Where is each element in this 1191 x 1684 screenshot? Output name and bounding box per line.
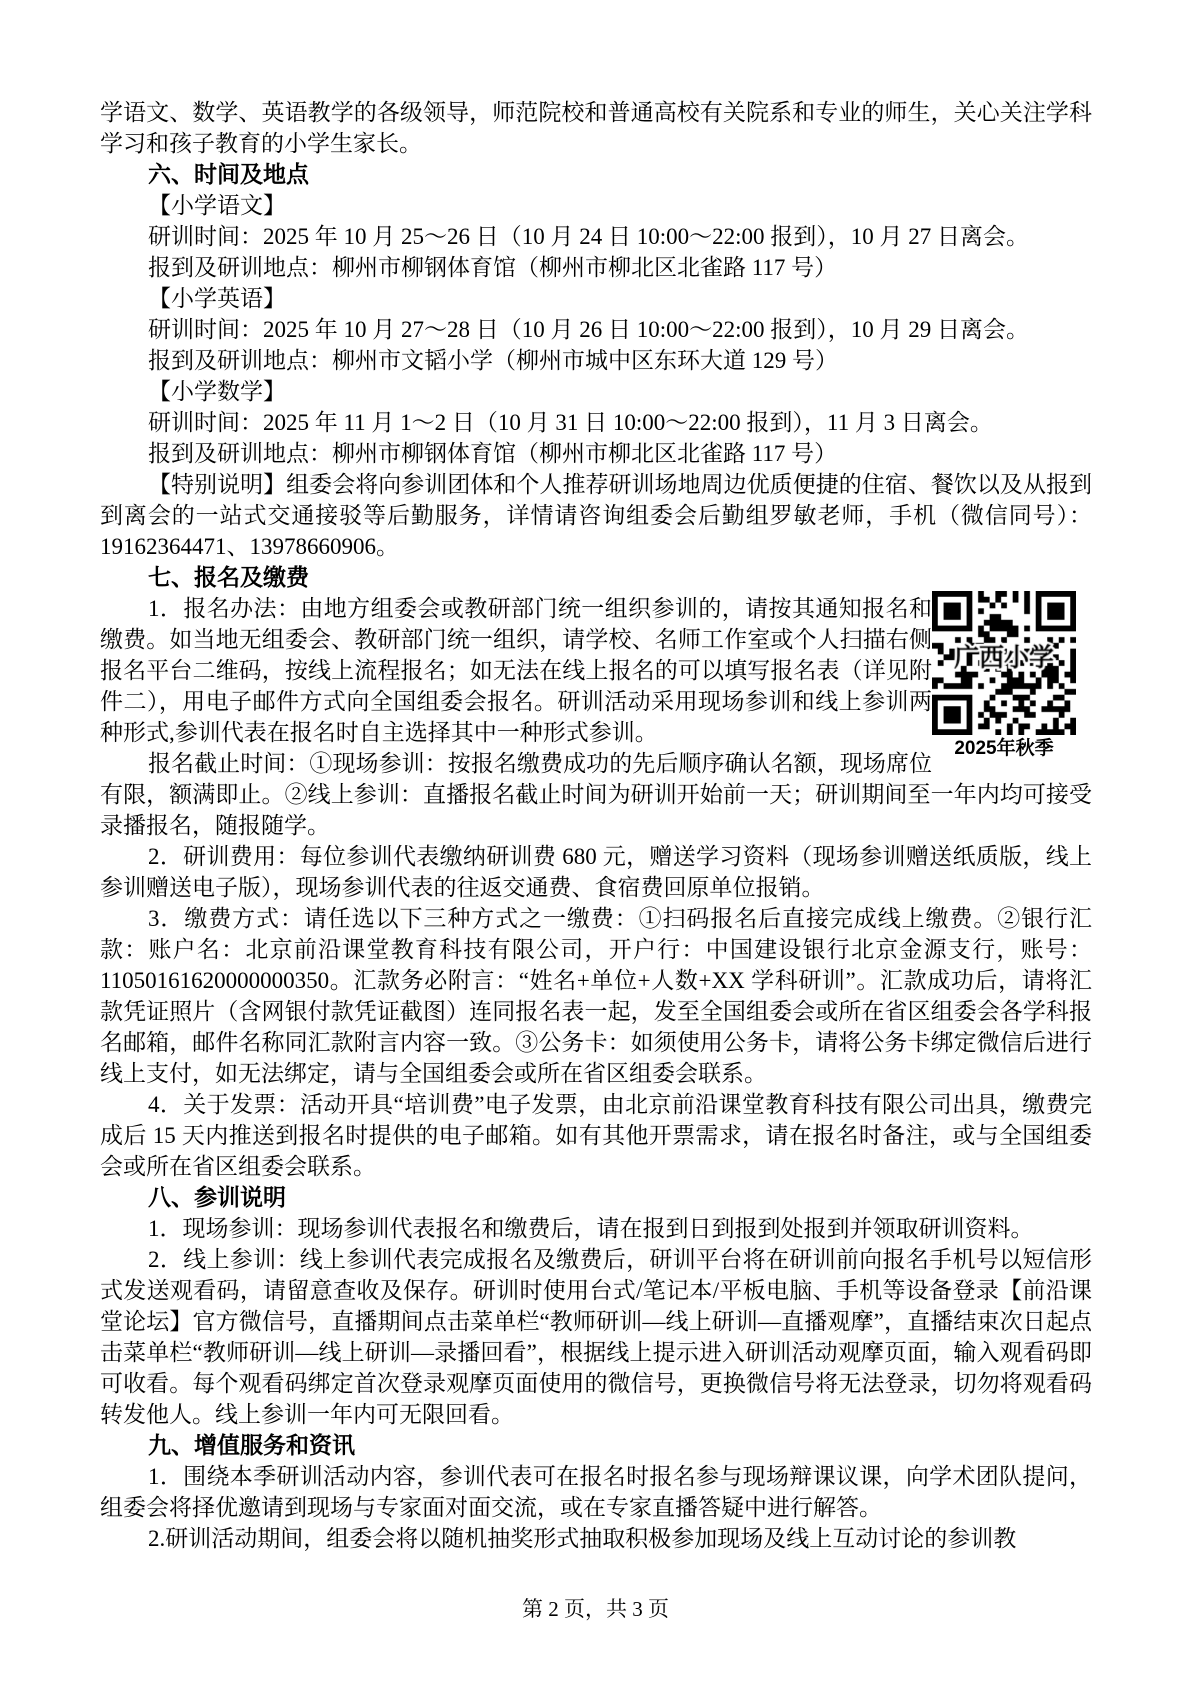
special-note-paragraph: 【特别说明】组委会将向参训团体和个人推荐研训场地周边优质便捷的住宿、餐饮以及从报到到离会的一站式交通接驳等后勤服务，详情请咨询组委会后勤组罗敏老师，手机（微信同号）：19162364471、13978660906。 <box>100 472 1092 559</box>
training-place-english: 报到及研训地点：柳州市文韬小学（柳州市城中区东环大道 129 号） <box>148 348 838 373</box>
lottery-paragraph: 2.研训活动期间，组委会将以随机抽奖形式抽取积极参加现场及线上互动讨论的参训教 <box>148 1526 1017 1551</box>
training-place-math: 报到及研训地点：柳州市柳钢体育馆（柳州市柳北区北雀路 117 号） <box>148 441 838 466</box>
subject-label-math: 【小学数学】 <box>148 379 286 404</box>
intro-paragraph: 学语文、数学、英语教学的各级领导，师范院校和普通高校有关院系和专业的师生，关心关注学科学习和孩子教育的小学生家长。 <box>100 100 1092 156</box>
training-time-math: 研训时间：2025 年 11 月 1～2 日（10 月 31 日 10:00～22:00 报到），11 月 3 日离会。 <box>148 410 993 435</box>
section-heading-8: 八、参训说明 <box>148 1184 286 1210</box>
registration-method-paragraph: 1．报名办法：由地方组委会或教研部门统一组织参训的，请按其通知报名和缴费。如当地无组委会、教研部门统一组织，请学校、名师工作室或个人扫描右侧报名平台二维码，按线上流程报名；如无法在线上报名的可以填写报名表（详见附件二），用电子邮件方式向全国组委会报名。研训活动采用现场参训和线上参训两种形式,参训代表在报名时自主选择其中一种形式参训。 <box>100 596 932 745</box>
onsite-participation-paragraph: 1．现场参训：现场参训代表报名和缴费后，请在报到日到报到处报到并领取研训资料。 <box>148 1216 1034 1241</box>
training-place-chinese: 报到及研训地点：柳州市柳钢体育馆（柳州市柳北区北雀路 117 号） <box>148 255 838 280</box>
section-heading-7: 七、报名及缴费 <box>148 564 309 590</box>
section-7-body <box>100 593 1092 841</box>
section-heading-6: 六、时间及地点 <box>148 161 309 187</box>
section-heading-9: 九、增值服务和资讯 <box>148 1432 355 1458</box>
online-participation-paragraph: 2．线上参训：线上参训代表完成报名及缴费后，研训平台将在研训前向报名手机号以短信形式发送观看码，请留意查收及保存。研训时使用台式/笔记本/平板电脑、手机等设备登录【前沿课堂论坛】官方微信号，直播期间点击菜单栏“教师研训—线上研训—直播观摩”，直播结束次日起点击菜单栏“教师研训—线上研训—录播回看”，根据线上提示进入研训活动观摩页面，输入观看码即可收看。每个观看码绑定首次登录观摩页面使用的微信号，更换微信号将无法登录，切勿将观看码转发他人。线上参训一年内可无限回看。 <box>100 1247 1092 1427</box>
invoice-paragraph: 4．关于发票：活动开具“培训费”电子发票，由北京前沿课堂教育科技有限公司出具，缴费完成后 15 天内推送到报名时提供的电子邮箱。如有其他开票需求，请在报名时备注，或与全国组委会或所在省区组委会联系。 <box>100 1092 1092 1179</box>
subject-label-chinese: 【小学语文】 <box>148 193 286 218</box>
subject-label-english: 【小学英语】 <box>148 286 286 311</box>
page-number-footer: 第 2 页，共 3 页 <box>522 1597 669 1621</box>
registration-deadline-paragraph: 报名截止时间：①现场参训：按报名缴费成功的先后顺序确认名额，现场席位有限，额满即止。②线上参训：直播报名截止时间为研训开始前一天；研训期间至一年内均可接受录播报名，随报随学。 <box>100 751 1092 838</box>
value-added-service-paragraph: 1．围绕本季研训活动内容，参训代表可在报名时报名参与现场辩课议课，向学术团队提问，组委会将择优邀请到现场与专家面对面交流，或在专家直播答疑中进行解答。 <box>100 1464 1092 1520</box>
qr-caption: 2025年秋季 <box>954 738 1054 759</box>
registration-qr-code <box>932 591 1076 735</box>
payment-method-paragraph: 3．缴费方式：请任选以下三种方式之一缴费：①扫码报名后直接完成线上缴费。②银行汇款：账户名：北京前沿课堂教育科技有限公司，开户行：中国建设银行北京金源支行，账号：11050161620000000350。汇款务必附言：“姓名+单位+人数+XX 学科研训”。汇款成功后，请将汇款凭证照片（含网银付款凭证截图）连同报名表一起，发至全国组委会或所在省区组委会各学科报名邮箱，邮件名称同汇款附言内容一致。③公务卡：如须使用公务卡，请将公务卡绑定微信后进行线上支付，如无法绑定，请与全国组委会或所在省区组委会联系。 <box>100 906 1092 1086</box>
training-fee-paragraph: 2．研训费用：每位参训代表缴纳研训费 680 元，赠送学习资料（现场参训赠送纸质版，线上参训赠送电子版），现场参训代表的往返交通费、食宿费回原单位报销。 <box>100 844 1092 900</box>
document-content <box>100 97 1092 1554</box>
training-time-chinese: 研训时间：2025 年 10 月 25～26 日（10 月 24 日 10:00～22:00 报到），10 月 27 日离会。 <box>148 224 1030 249</box>
training-time-english: 研训时间：2025 年 10 月 27～28 日（10 月 26 日 10:00～22:00 报到），10 月 29 日离会。 <box>148 317 1030 342</box>
qr-code-block <box>932 593 1092 769</box>
